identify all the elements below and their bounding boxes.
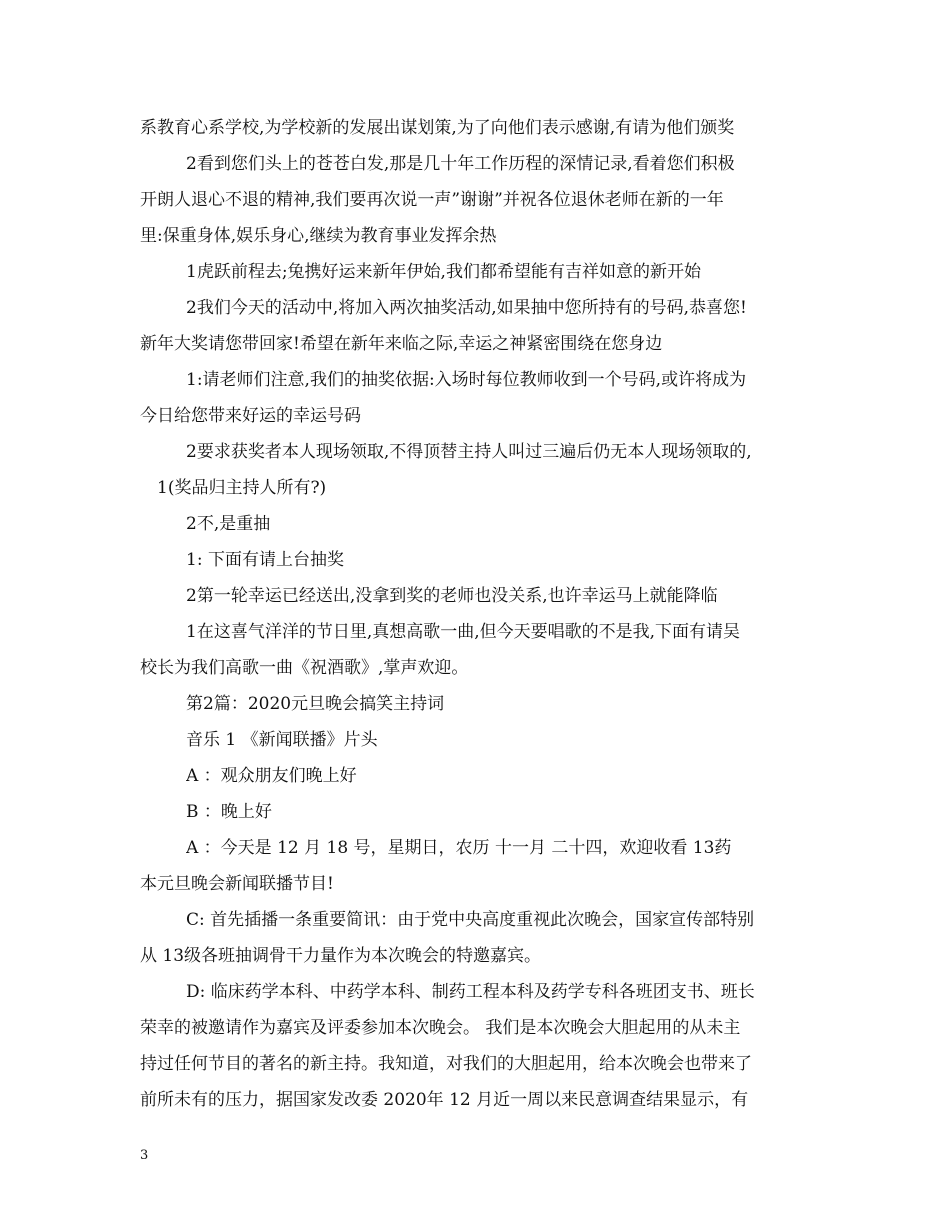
text-line: 2看到您们头上的苍苍白发,那是几十年工作历程的深情记录,看着您们积极 [186, 154, 735, 174]
text-line: 系教育心系学校,为学校新的发展出谋划策,为了向他们表示感谢,有请为他们颁奖 [140, 118, 735, 138]
text-line: C: 首先插播一条重要简讯：由于党中央高度重视此次晚会，国家宣传部特别 [186, 910, 755, 930]
text-line: 校长为我们高歌一曲《祝酒歌》,掌声欢迎。 [140, 658, 469, 678]
text-line: A ：观众朋友们晚上好 [186, 766, 357, 786]
text-line: 里:保重身体,娱乐身心,继续为教育事业发挥余热 [140, 226, 497, 246]
text-line: 从 13级各班抽调骨干力量作为本次晚会的特邀嘉宾。 [140, 946, 542, 966]
page-number: 3 [140, 1148, 149, 1163]
text-line: 1(奖品归主持人所有?) [157, 478, 327, 498]
text-line: 1:请老师们注意,我们的抽奖依据:入场时每位教师收到一个号码,或许将成为 [186, 370, 747, 390]
text-line: 2第一轮幸运已经送出,没拿到奖的老师也没关系,也许幸运马上就能降临 [186, 586, 718, 606]
text-line: 持过任何节目的著名的新主持。我知道，对我们的大胆起用，给本次晚会也带来了 [140, 1054, 752, 1074]
text-line: D: 临床药学本科、中药学本科、制药工程本科及药学专科各班团支书、班长 [186, 982, 755, 1002]
text-line: 1: 下面有请上台抽奖 [186, 550, 344, 570]
text-line: 本元旦晚会新闻联播节目! [140, 874, 334, 894]
text-line: A ：今天是 12 月 18 号，星期日，农历 十一月 二十四，欢迎收看 13药 [186, 838, 732, 858]
text-line: 前所未有的压力，据国家发改委 2020年 12 月近一周以来民意调查结果显示，有 [140, 1090, 749, 1110]
text-line: 1虎跃前程去;兔携好运来新年伊始,我们都希望能有吉祥如意的新开始 [186, 262, 701, 282]
section-heading: 第2篇：2020元旦晚会搞笑主持词 [186, 694, 445, 714]
text-line: 开朗人退心不退的精神,我们要再次说一声”谢谢”并祝各位退休老师在新的一年 [140, 190, 724, 210]
text-line: 2不,是重抽 [186, 514, 271, 534]
text-line: 音乐 1 《新闻联播》片头 [186, 730, 378, 750]
text-line: 1在这喜气洋洋的节日里,真想高歌一曲,但今天要唱歌的不是我,下面有请吴 [186, 622, 741, 642]
text-line: 荣幸的被邀请作为嘉宾及评委参加本次晚会。 我们是本次晚会大胆起用的从未主 [140, 1018, 741, 1038]
text-line: 2我们今天的活动中,将加入两次抽奖活动,如果抽中您所持有的号码,恭喜您! [186, 298, 747, 318]
text-line: 2要求获奖者本人现场领取,不得顶替主持人叫过三遍后仍无本人现场领取的, [186, 442, 752, 462]
text-line: 新年大奖请您带回家!希望在新年来临之际,幸运之神紧密围绕在您身边 [140, 334, 663, 354]
text-line: 今日给您带来好运的幸运号码 [140, 406, 361, 426]
text-line: B ：晚上好 [186, 802, 272, 822]
